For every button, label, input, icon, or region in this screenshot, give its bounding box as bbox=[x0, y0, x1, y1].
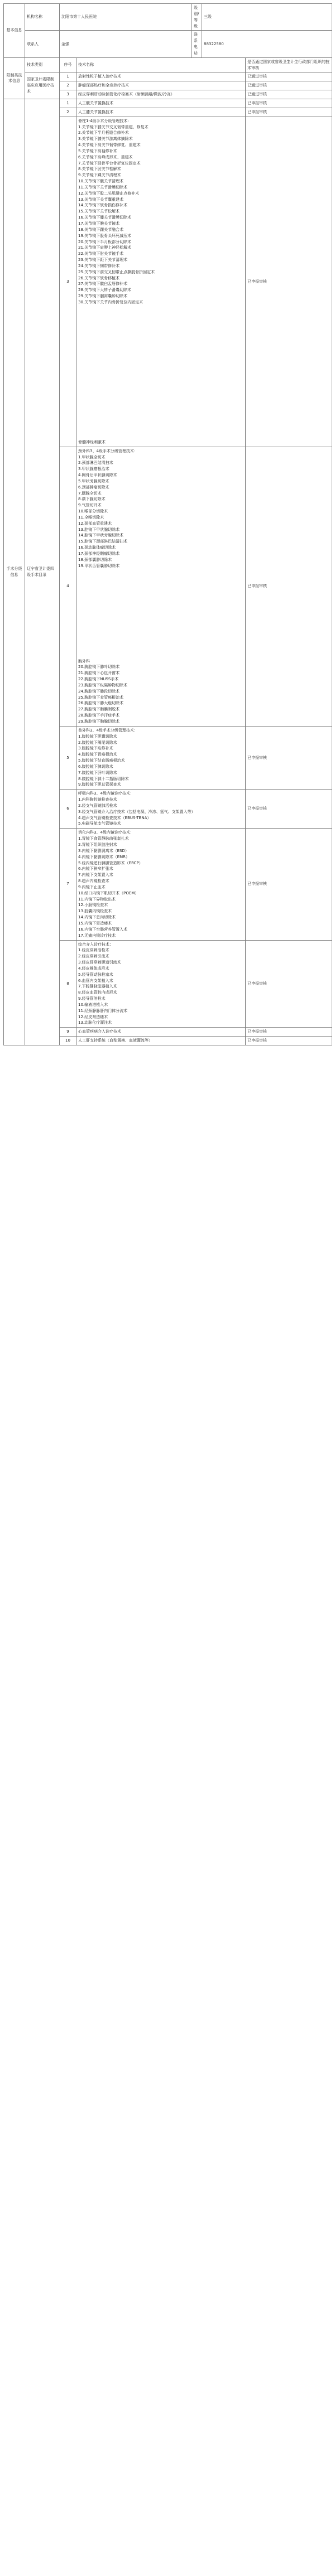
level-label: 级别/等级 bbox=[192, 4, 202, 31]
surgery-tech-line: 15.腔镜下颈部淋巴结清扫术 bbox=[78, 539, 128, 544]
surgery-tech-list bbox=[76, 1037, 246, 1045]
surgery-tech-line: 1.腹腔镜下胆囊切除术 bbox=[78, 734, 117, 739]
surgery-tech-line: 20.关节镜下半月板部分切除术 bbox=[78, 239, 132, 244]
surgery-row bbox=[4, 99, 332, 108]
surgery-tech-line: 19.甲状舌管囊肿切除术 bbox=[78, 563, 120, 568]
surgery-tech-line bbox=[78, 350, 243, 395]
surgery-tech-line: 26.关节镜下软骨移植术 bbox=[78, 275, 120, 280]
surgery-tech-line: 19.关节镜下股骨头坏死减压术 bbox=[78, 233, 132, 238]
surgery-tech-line: 6.内镜下狭窄扩张术 bbox=[78, 866, 113, 871]
restricted-status: 已通过审核 bbox=[246, 72, 332, 81]
restricted-no: 1 bbox=[60, 72, 76, 81]
restricted-status: 已通过审核 bbox=[246, 81, 332, 90]
surgery-tech-line: 11.经颈静脉肝内门体分流术 bbox=[78, 1008, 128, 1013]
surgery-no: 6 bbox=[60, 790, 76, 829]
surgery-tech-line: 3.内镜下黏膜剥离术（ESD） bbox=[78, 848, 129, 853]
surgery-tech-line: 颈外科3、4级手术分级管理技术： bbox=[78, 448, 138, 453]
surgery-tech-line: 3.经支气管镜介入治疗技术（包括电凝、冷冻、氩气、支架置入等） bbox=[78, 809, 195, 814]
surgery-tech-line: 14.腔镜下甲状旁腺切除术 bbox=[78, 533, 124, 538]
surgery-section-label: 手术分级信息 bbox=[4, 99, 25, 1045]
col-tech-category: 技术类别 bbox=[25, 57, 60, 72]
surgery-tech-line: 7.腹腔镜下肝叶切除术 bbox=[78, 770, 117, 775]
surgery-no: 7 bbox=[60, 829, 76, 940]
col-tech-name: 技术名称 bbox=[76, 57, 246, 72]
surgery-status: 已申报审核 bbox=[246, 1028, 332, 1037]
surgery-category: 辽宁省卫计委四级手术目录 bbox=[25, 99, 60, 1045]
surgery-tech-line: 脊柱1-4级手术分级管理技术： bbox=[78, 118, 132, 123]
surgery-tech-line: 12.小肠镜检查术 bbox=[78, 903, 108, 908]
org-name: 沈阳市第十人民医院 bbox=[60, 4, 192, 31]
basic-info-label: 基本信息 bbox=[4, 4, 25, 58]
surgery-tech-line: 1.关节镜下膝关节交叉韧带重建、修复术 bbox=[78, 124, 149, 129]
surgery-tech-line: 心血管疾病介入诊疗技术 bbox=[78, 1029, 121, 1034]
surgery-tech-list bbox=[76, 940, 246, 1028]
surgery-tech-line: 25.胸腔镜下食管癌根治术 bbox=[78, 695, 124, 700]
surgery-tech-line: 6.血管内支架植入术 bbox=[78, 978, 113, 983]
surgery-tech-line: 11.关节镜下关节滑膜切除术 bbox=[78, 185, 128, 190]
surgery-tech-line: 10.经口内镜下肌切开术（POEM） bbox=[78, 890, 139, 895]
surgery-status: 已申报审核 bbox=[246, 99, 332, 108]
surgery-tech-line: 4.内镜下黏膜切除术（EMR） bbox=[78, 854, 130, 859]
surgery-no: 1 bbox=[60, 99, 76, 108]
surgery-tech-line: 2.腹腔镜下阑尾切除术 bbox=[78, 740, 117, 745]
surgery-tech-line: 22.关节镜下肘关节镜手术 bbox=[78, 251, 124, 256]
surgery-status: 已申报审核 bbox=[246, 726, 332, 789]
surgery-tech-line: 12.经皮肾造瘘术 bbox=[78, 1014, 108, 1019]
surgery-tech-line: 9.经导管溶栓术 bbox=[78, 996, 106, 1001]
restricted-section-label: 限制类技术信息 bbox=[4, 57, 25, 99]
surgery-tech-line: 10.关节镜下髋关节清理术 bbox=[78, 179, 124, 184]
restricted-no: 3 bbox=[60, 90, 76, 99]
surgery-tech-line: 17.颈部神经鞘瘤切除术 bbox=[78, 551, 120, 556]
surgery-tech-list bbox=[76, 108, 246, 117]
surgery-tech-line: 13.关节镜下关节囊重建术 bbox=[78, 197, 124, 202]
surgery-tech-line: 8.经皮血管腔内成形术 bbox=[78, 990, 117, 995]
surgery-tech-line: 胸外科 bbox=[78, 658, 90, 664]
surgery-tech-line: 29.胸腔镜下胸腺切除术 bbox=[78, 719, 120, 724]
surgery-tech-line bbox=[78, 614, 243, 658]
surgery-tech-line: 18.关节镜下踝关节融合术 bbox=[78, 227, 124, 232]
phone-value: 88322580 bbox=[202, 31, 332, 57]
surgery-tech-line: 4.超声支气管镜检查技术（EBUS-TBNA） bbox=[78, 815, 151, 820]
surgery-tech-line bbox=[78, 395, 243, 439]
surgery-tech-line: 13.动脉化疗灌注术 bbox=[78, 1020, 112, 1025]
surgery-tech-line: 2.经支气管镜肺活检术 bbox=[78, 803, 117, 808]
surgery-tech-line: 脊髓神经刺激术 bbox=[78, 439, 106, 444]
surgery-tech-line: 1.甲状腺全切术 bbox=[78, 454, 106, 459]
surgery-no: 3 bbox=[60, 117, 76, 447]
restricted-tech-name: 经皮穿刺肝动脉插管化疗栓塞术（射频消融/微波/冷冻） bbox=[76, 90, 246, 99]
surgery-tech-line: 2.关节镜下半月板缝合修补术 bbox=[78, 130, 129, 135]
surgery-tech-list bbox=[76, 726, 246, 789]
surgery-tech-line: 人工肝支持系统（血浆置换、血液灌流等） bbox=[78, 1038, 152, 1043]
surgery-no: 5 bbox=[60, 726, 76, 789]
surgery-tech-line bbox=[78, 306, 243, 350]
surgery-tech-line: 7.内镜下支架置入术 bbox=[78, 873, 113, 878]
surgery-tech-line: 18.颈部囊肿切除术 bbox=[78, 557, 112, 562]
surgery-tech-line: 13.胶囊内镜检查术 bbox=[78, 909, 112, 914]
surgery-tech-list bbox=[76, 447, 246, 726]
surgery-tech-line: 28.关节镜下大转子滑囊切除术 bbox=[78, 288, 132, 293]
surgery-tech-line: 23.关节镜下距下关节清理术 bbox=[78, 258, 128, 263]
surgery-tech-line: 7.关节镜下胫骨平台骨折复位固定术 bbox=[78, 161, 141, 166]
surgery-tech-line: 3.腹腔镜下疝修补术 bbox=[78, 746, 113, 751]
surgery-status: 已申报审核 bbox=[246, 940, 332, 1028]
surgery-tech-list bbox=[76, 829, 246, 940]
surgery-tech-list bbox=[76, 117, 246, 447]
surgery-tech-line: 综合介入诊疗技术： bbox=[78, 942, 113, 947]
surgery-tech-line: 21.关节镜下肩胛上神经松解术 bbox=[78, 245, 132, 250]
surgery-tech-line: 11.内镜下异物取出术 bbox=[78, 897, 116, 902]
surgery-status: 已申报审核 bbox=[246, 117, 332, 447]
surgery-status: 已申报审核 bbox=[246, 108, 332, 117]
surgery-no: 10 bbox=[60, 1037, 76, 1045]
contact-label: 联系人 bbox=[25, 31, 60, 57]
surgery-tech-line: 15.内镜下胃造瘘术 bbox=[78, 921, 112, 926]
surgery-tech-line: 27.胸腔镜下胸膜剥脱术 bbox=[78, 707, 120, 712]
surgery-tech-line: 7.腮腺全切术 bbox=[78, 491, 102, 496]
surgery-tech-line: 29.关节镜下腘窝囊肿切除术 bbox=[78, 294, 128, 299]
restricted-category: 国家卫计委限制临床应用医疗技术 bbox=[25, 72, 60, 99]
surgery-tech-line: 5.腹腔镜下结直肠癌根治术 bbox=[78, 758, 125, 763]
surgery-tech-list bbox=[76, 1028, 246, 1037]
surgery-tech-list bbox=[76, 790, 246, 829]
surgery-tech-line: 12.颈部血管重建术 bbox=[78, 521, 112, 526]
col-record: 是否通过国家或省级卫生计生行政部门组织的技术审核 bbox=[246, 57, 332, 72]
surgery-tech-line: 16.关节镜下膝关节滑膜切除术 bbox=[78, 215, 132, 220]
surgery-tech-line: 17.关节镜下腕关节镜术 bbox=[78, 221, 120, 226]
surgery-status: 已申报审核 bbox=[246, 790, 332, 829]
surgery-tech-line: 2.颈部淋巴结清扫术 bbox=[78, 461, 113, 466]
surgery-tech-line: 30.关节镜下关节内骨折复位内固定术 bbox=[78, 299, 143, 304]
surgery-tech-line: 4.关节镜下肩关节韧带修复、重建术 bbox=[78, 143, 141, 148]
surgery-tech-list bbox=[76, 99, 246, 108]
surgery-tech-line: 2.经皮穿刺引流术 bbox=[78, 954, 109, 959]
surgery-tech-line: 9.腹腔镜下胆总管探查术 bbox=[78, 782, 121, 787]
surgery-tech-line: 14.关节镜下软骨损伤修补术 bbox=[78, 203, 128, 208]
contact-value: 金强 bbox=[60, 31, 192, 57]
surgery-tech-line: 2.胃镜下组织胶注射术 bbox=[78, 842, 117, 847]
surgery-no: 8 bbox=[60, 940, 76, 1028]
surgery-tech-line: 5.关节镜下肩袖修补术 bbox=[78, 148, 117, 153]
document-table bbox=[3, 3, 332, 1045]
surgery-tech-line: 3.经皮肝穿刺胆道引流术 bbox=[78, 960, 121, 965]
surgery-no: 2 bbox=[60, 108, 76, 117]
restricted-row bbox=[4, 72, 332, 81]
surgery-tech-line: 21.胸腔镜下心包开窗术 bbox=[78, 671, 120, 676]
surgery-status: 已申报审核 bbox=[246, 447, 332, 726]
surgery-tech-line: 1.内科胸腔镜检查技术 bbox=[78, 797, 117, 802]
surgery-tech-line: 11.全喉切除术 bbox=[78, 515, 104, 520]
col-index: 序号 bbox=[60, 57, 76, 72]
surgery-tech-line: 9.气管切开术 bbox=[78, 503, 102, 508]
basic-row-1 bbox=[4, 4, 332, 31]
surgery-tech-line: 26.胸腔镜下肺大疱切除术 bbox=[78, 701, 124, 706]
surgery-tech-line: 27.关节镜下髋臼盂唇修补术 bbox=[78, 282, 128, 287]
restricted-header-row bbox=[4, 57, 332, 72]
basic-row-2 bbox=[4, 31, 332, 57]
surgery-tech-line: 6.腹腔镜下脾切除术 bbox=[78, 764, 113, 769]
surgery-tech-line: 22.胸腔镜下NUSS手术 bbox=[78, 677, 119, 682]
surgery-tech-line bbox=[78, 569, 243, 614]
restricted-tech-name: 肿瘤深部热疗和全身热疗技术 bbox=[76, 81, 246, 90]
surgery-tech-line: 5.电磁导航支气管镜技术 bbox=[78, 821, 121, 826]
surgery-status: 已申报审核 bbox=[246, 829, 332, 940]
surgery-tech-line: 6.关节镜下肩峰成形术、重建术 bbox=[78, 154, 133, 159]
surgery-tech-line: 15.关节镜下关节松解术 bbox=[78, 209, 120, 214]
surgery-tech-line: 24.胸腔镜下肺段切除术 bbox=[78, 689, 120, 694]
surgery-tech-line: 5.经内镜逆行胰胆管造影术（ERCP） bbox=[78, 860, 143, 865]
surgery-tech-line: 1.胃镜下食管静脉曲张套扎术 bbox=[78, 836, 129, 841]
surgery-tech-line: 24.关节镜下韧带修补术 bbox=[78, 263, 120, 268]
surgery-tech-line: 20.胸腔镜下肺叶切除术 bbox=[78, 665, 120, 670]
surgery-tech-line: 普外科3、4级手术分级管理技术： bbox=[78, 728, 138, 733]
surgery-tech-line: 4.腹腔镜下胃癌根治术 bbox=[78, 752, 117, 757]
surgery-tech-line: 8.超声内镜检查术 bbox=[78, 879, 109, 884]
surgery-tech-line: 8.腹腔镜下胰十二指肠切除术 bbox=[78, 776, 129, 781]
phone-label: 联系电话 bbox=[192, 31, 202, 57]
restricted-no: 2 bbox=[60, 81, 76, 90]
surgery-tech-line: 8.关节镜下肘关节松解术 bbox=[78, 167, 121, 172]
surgery-tech-line: 8.颌下腺切除术 bbox=[78, 497, 106, 502]
restricted-status: 已通过审核 bbox=[246, 90, 332, 99]
org-name-label: 机构名称 bbox=[25, 4, 60, 31]
surgery-tech-line: 13.腔镜下甲状腺切除术 bbox=[78, 527, 120, 532]
surgery-tech-line: 消化内科3、4级内镜诊疗技术： bbox=[78, 830, 134, 835]
surgery-no: 4 bbox=[60, 447, 76, 726]
surgery-tech-line: 9.内镜下止血术 bbox=[78, 884, 106, 889]
surgery-tech-line: 23.胸腔镜下纵隔肿物切除术 bbox=[78, 682, 128, 687]
surgery-tech-line: 17.无痛内镜诊疗技术 bbox=[78, 933, 116, 938]
surgery-tech-line: 14.内镜下息肉切除术 bbox=[78, 915, 116, 920]
surgery-tech-line: 5.经导管动脉栓塞术 bbox=[78, 972, 113, 977]
surgery-tech-line: 4.经皮椎体成形术 bbox=[78, 966, 109, 971]
surgery-tech-line: 6.颈部肿瘤切除术 bbox=[78, 485, 109, 490]
surgery-tech-line: 3.关节镜下膝关节游离体摘除术 bbox=[78, 137, 133, 142]
surgery-tech-line: 3.甲状腺癌根治术 bbox=[78, 467, 109, 472]
surgery-tech-line: 28.胸腔镜下手汗症手术 bbox=[78, 713, 120, 718]
surgery-tech-line: 7.下腔静脉滤器植入术 bbox=[78, 984, 117, 989]
level-value: 三级 bbox=[202, 4, 332, 31]
surgery-tech-line: 16.颈动脉体瘤切除术 bbox=[78, 545, 116, 550]
surgery-tech-line: 1.经皮穿刺活检术 bbox=[78, 948, 109, 953]
surgery-tech-line: 10.喉部分切除术 bbox=[78, 509, 108, 514]
surgery-tech-line: 5.甲状旁腺切除术 bbox=[78, 478, 109, 483]
surgery-status: 已申报审核 bbox=[246, 1037, 332, 1045]
surgery-tech-line: 12.关节镜下股二头肌腱止点修补术 bbox=[78, 191, 140, 196]
surgery-tech-line: 25.关节镜下前交叉韧带止点撕脱骨折固定术 bbox=[78, 269, 155, 274]
restricted-tech-name: 放射性粒子植入治疗技术 bbox=[76, 72, 246, 81]
surgery-tech-line: 呼吸内科3、4级内镜诊疗技术： bbox=[78, 791, 134, 796]
surgery-tech-line: 人工髋关节置换技术 bbox=[78, 100, 113, 105]
surgery-tech-line: 4.胸骨后甲状腺切除术 bbox=[78, 473, 117, 478]
surgery-tech-line: 10.输液港植入术 bbox=[78, 1002, 108, 1007]
surgery-tech-line: 人工膝关节置换技术 bbox=[78, 109, 113, 114]
surgery-no: 9 bbox=[60, 1028, 76, 1037]
surgery-tech-line: 9.关节镜下踝关节清理术 bbox=[78, 173, 121, 178]
surgery-tech-line: 16.内镜下空肠营养管置入术 bbox=[78, 927, 128, 932]
